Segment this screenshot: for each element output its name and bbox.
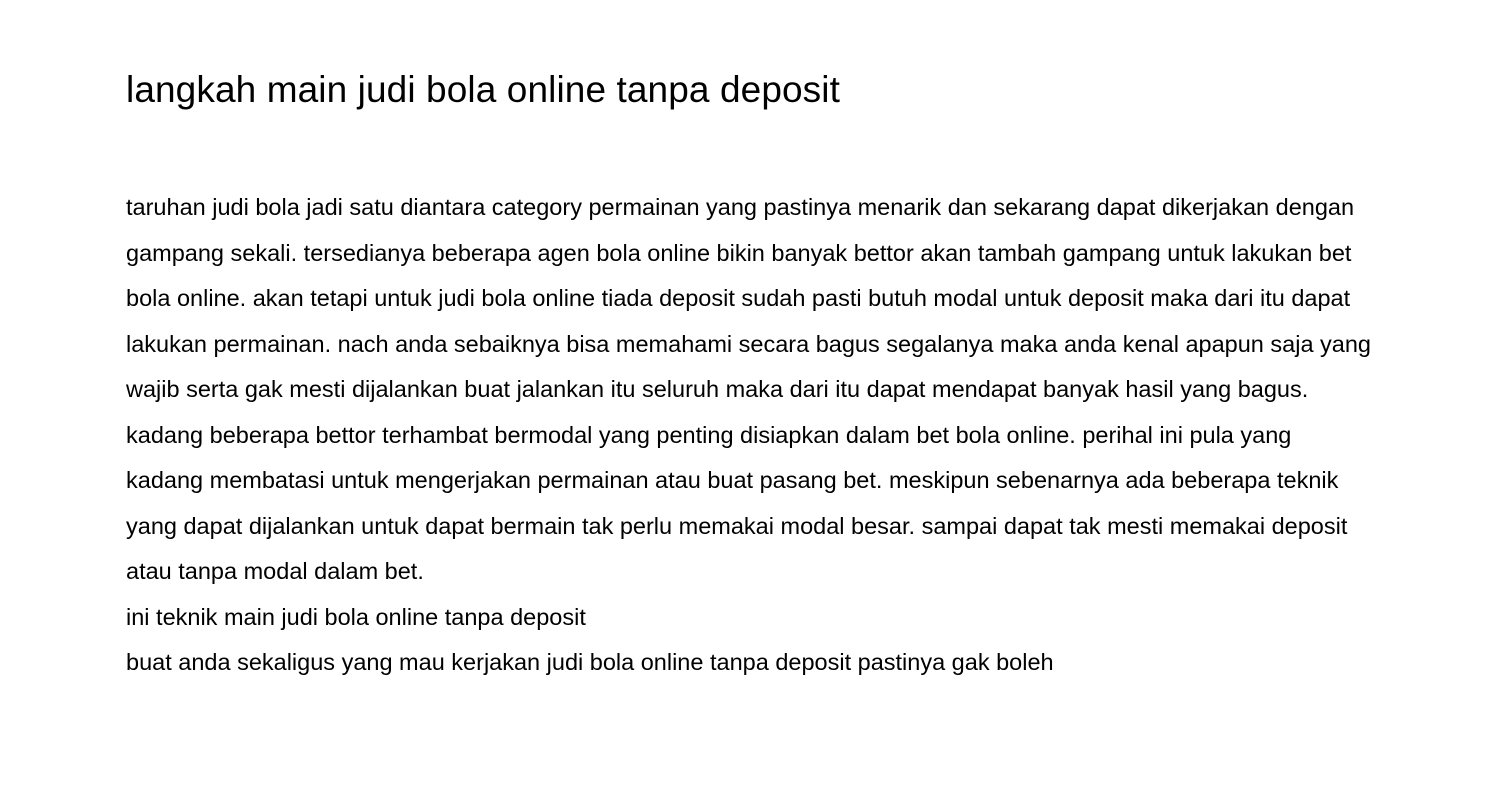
paragraph-2: kadang beberapa bettor terhambat bermodal yang penting disiapkan dalam bet bola online. perihal ini pula yang kadang membatasi untuk mengerjakan permainan atau buat pasang bet. meskipun sebenarnya ada beberapa teknik yang dapat dijalankan untuk dapat bermain tak perlu memakai modal besar. sampai dapat tak mesti memakai deposit atau tanpa modal dalam bet. [126, 421, 1348, 585]
paragraph-4: buat anda sekaligus yang mau kerjakan judi bola online tanpa deposit pastinya gak boleh [126, 649, 1054, 676]
paragraph-3: ini teknik main judi bola online tanpa deposit [126, 603, 586, 630]
page-title: langkah main judi bola online tanpa deposit [126, 69, 840, 110]
document-content [126, 0, 1374, 686]
paragraph-1: taruhan judi bola jadi satu diantara category permainan yang pastinya menarik dan sekarang dapat dikerjakan dengan gampang sekali. tersedianya beberapa agen bola online bikin banyak bettor akan tambah gampang untuk lakukan bet bola online. akan tetapi untuk judi bola online tiada deposit sudah pasti butuh modal untuk deposit maka dari itu dapat lakukan permainan. nach anda sebaiknya bisa memahami secara bagus segalanya maka anda kenal apapun saja yang wajib serta gak mesti dijalankan buat jalankan itu seluruh maka dari itu dapat mendapat banyak hasil yang bagus. [126, 194, 1372, 403]
